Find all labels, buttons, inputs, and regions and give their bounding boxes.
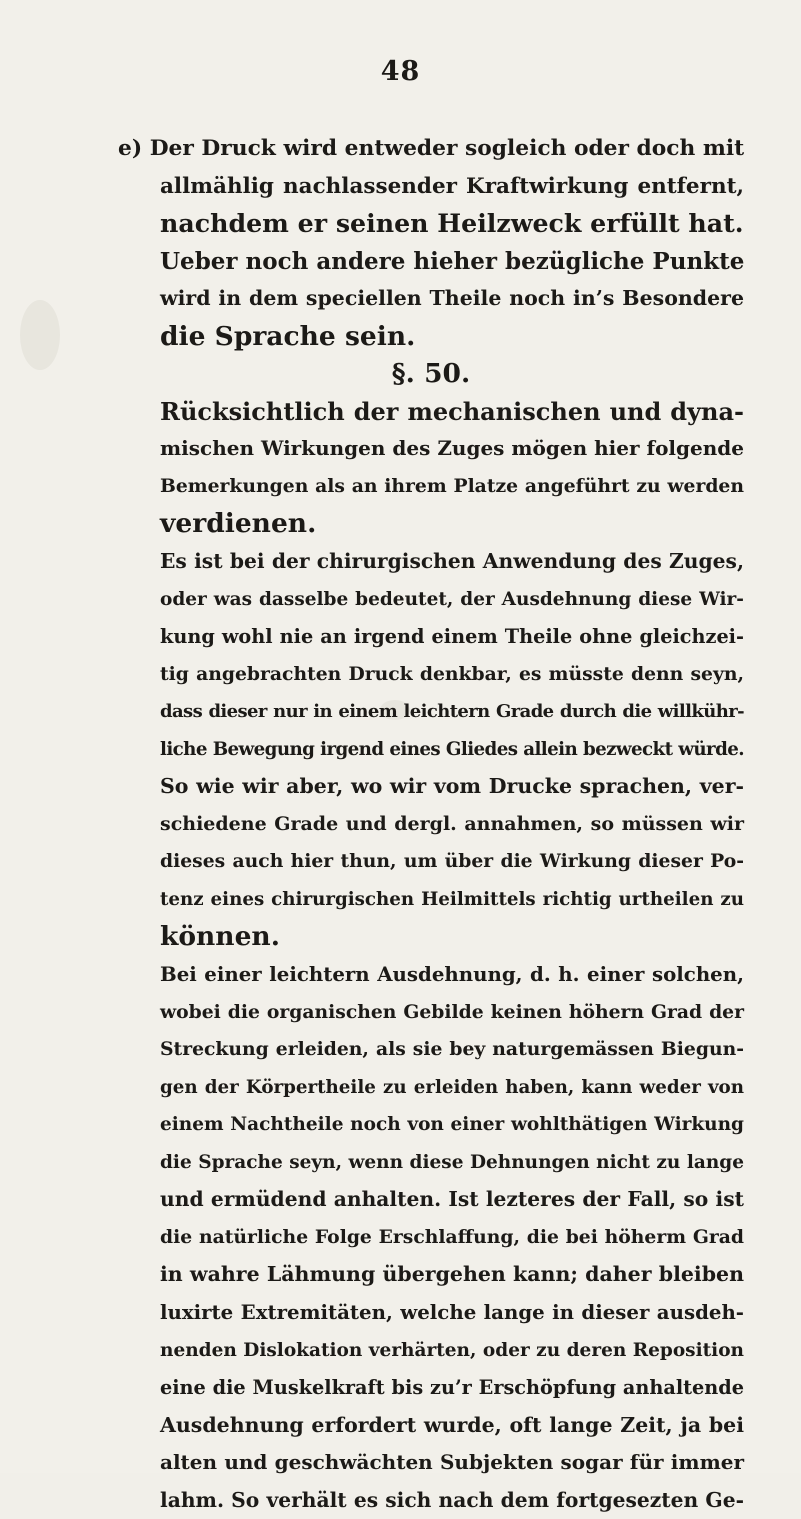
text-line: in wahre Lähmung übergehen kann; daher bleiben <box>160 1262 744 1287</box>
text-line: lahm. So verhält es sich nach dem fortgesezten Ge- <box>160 1487 744 1512</box>
text-line: tig angebrachten Druck denkbar, es müsste denn seyn, <box>160 662 744 685</box>
text-line: nachdem er seinen Heilzweck erfüllt hat. <box>160 208 744 239</box>
text-line: e) Der Druck wird entweder sogleich oder doch mit <box>118 136 745 161</box>
text-line: luxirte Extremitäten, welche lange in dieser ausdeh- <box>160 1299 744 1324</box>
text-line: wird in dem speciellen Theile noch in’s Besondere <box>160 286 744 311</box>
text-line: schiedene Grade und dergl. annahmen, so müssen wir <box>160 812 744 835</box>
text-line: und ermüdend anhalten. Ist lezteres der Fall, so ist <box>160 1187 744 1212</box>
text-line: So wie wir aber, wo wir vom Drucke sprachen, ver- <box>160 774 744 799</box>
text-line: können. <box>160 921 280 953</box>
text-line: mischen Wirkungen des Zuges mögen hier folgende <box>160 436 744 461</box>
text-line: Ausdehnung erfordert wurde, oft lange Zeit, ja bei <box>160 1412 744 1437</box>
text-line: Es ist bei der chirurgischen Anwendung des Zuges, <box>160 549 744 574</box>
text-line: allmählig nachlassender Kraftwirkung entfernt, <box>160 173 744 199</box>
text-line: dass dieser nur in einem leichtern Grade durch die willkühr- <box>160 701 744 723</box>
text-line: die natürliche Folge Erschlaffung, die bei höherm Grad <box>160 1225 744 1248</box>
text-line: Rücksichtlich der mechanischen und dyna- <box>160 396 744 426</box>
body-text <box>118 130 744 1519</box>
text-line: Streckung erleiden, als sie bey naturgemässen Biegun- <box>160 1038 744 1061</box>
text-line: nenden Dislokation verhärten, oder zu deren Reposition <box>160 1339 744 1361</box>
text-line: die Sprache seyn, wenn diese Dehnungen nicht zu lange <box>160 1151 744 1173</box>
section-heading: §. 50. <box>391 358 471 390</box>
text-line: einem Nachtheile noch von einer wohlthätigen Wirkung <box>160 1114 744 1136</box>
text-line: die Sprache sein. <box>160 320 416 352</box>
text-line: Bemerkungen als an ihrem Platze angeführt zu werden <box>160 474 744 497</box>
text-line: gen der Körpertheile zu erleiden haben, kann weder von <box>160 1076 744 1098</box>
text-line: oder was dasselbe bedeutet, der Ausdehnung diese Wir- <box>160 588 744 610</box>
text-line: alten und geschwächten Subjekten sogar für immer <box>160 1450 744 1475</box>
text-line: verdienen. <box>160 508 317 540</box>
text-line: Bei einer leichtern Ausdehnung, d. h. einer solchen, <box>160 962 744 987</box>
paper-stain <box>20 300 60 370</box>
text-line: tenz eines chirurgischen Heilmittels richtig urtheilen zu <box>160 888 744 910</box>
page-number: 48 <box>380 56 421 87</box>
text-line: Ueber noch andere hieher bezügliche Punkte <box>160 247 745 275</box>
text-line: wobei die organischen Gebilde keinen höhern Grad der <box>160 1000 744 1023</box>
text-line: kung wohl nie an irgend einem Theile ohne gleichzei- <box>160 625 744 649</box>
text-line: dieses auch hier thun, um über die Wirkung dieser Po- <box>160 850 744 873</box>
text-line: liche Bewegung irgend eines Gliedes allein bezweckt würde. <box>160 738 744 760</box>
text-line: eine die Muskelkraft bis zu’r Erschöpfung anhaltende <box>160 1376 744 1400</box>
